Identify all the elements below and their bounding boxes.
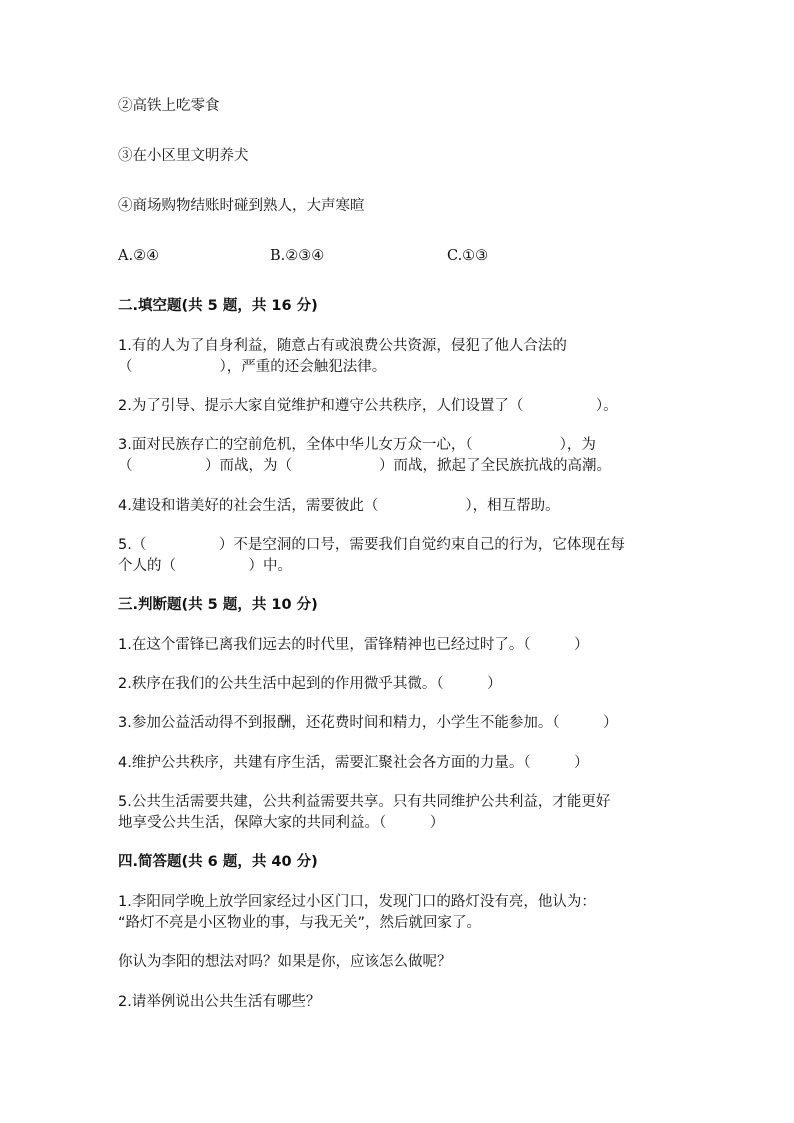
section-fill-blank-title: 二.填空题(共 5 题，共 16 分) (118, 298, 318, 314)
choice-b: B.②③④ (270, 248, 325, 264)
option-item-4: ④商场购物结账时碰到熟人，大声寒暄 (118, 198, 365, 214)
fill-blank-q3-line1: 3.面对民族存亡的空前危机，全体中华儿女万众一心，（ ），为 (118, 437, 596, 453)
fill-blank-q4: 4.建设和谐美好的社会生活，需要彼此（ ），相互帮助。 (118, 498, 560, 514)
section-short-answer-title: 四.简答题(共 6 题，共 40 分) (118, 854, 318, 870)
true-false-q5-line1: 5.公共生活需要共建，公共利益需要共享。只有共同维护公共利益，才能更好 (118, 794, 611, 810)
option-item-2: ②高铁上吃零食 (118, 98, 220, 114)
true-false-q2: 2.秩序在我们的公共生活中起到的作用微乎其微。（ ） (118, 676, 502, 692)
short-answer-q1-line2: “路灯不亮是小区物业的事，与我无关”，然后就回家了。 (118, 915, 482, 931)
short-answer-q1-line1: 1.李阳同学晚上放学回家经过小区门口，发现门口的路灯没有亮，他认为： (118, 894, 596, 910)
option-item-3: ③在小区里文明养犬 (118, 148, 249, 164)
true-false-q5-line2: 地享受公共生活，保障大家的共同利益。（ ） (118, 815, 445, 831)
short-answer-q1-question: 你认为李阳的想法对吗？如果是你，应该怎么做呢？ (118, 954, 452, 970)
fill-blank-q5-line2: 个人的（ ）中。 (118, 558, 292, 574)
fill-blank-q5-line1: 5.（ ）不是空洞的口号，需要我们自觉约束自己的行为，它体现在每 (118, 537, 625, 553)
choice-a: A.②④ (118, 248, 160, 264)
fill-blank-q2: 2.为了引导、提示大家自觉维护和遵守公共秩序，人们设置了（ ）。 (118, 398, 618, 414)
short-answer-q2: 2.请举例说出公共生活有哪些？ (118, 994, 321, 1010)
fill-blank-q1-line2: （ ），严重的还会触犯法律。 (118, 359, 387, 375)
true-false-q4: 4.维护公共秩序，共建有序生活，需要汇聚社会各方面的力量。（ ） (118, 755, 589, 771)
choice-c: C.①③ (447, 248, 489, 264)
true-false-q3: 3.参加公益活动得不到报酬，还花费时间和精力，小学生不能参加。（ ） (118, 715, 618, 731)
true-false-q1: 1.在这个雷锋已离我们远去的时代里，雷锋精神也已经过时了。（ ） (118, 637, 589, 653)
fill-blank-q3-line2: （ ）而战，为（ ）而战，掀起了全民族抗战的高潮。 (118, 458, 611, 474)
fill-blank-q1-line1: 1.有的人为了自身利益，随意占有或浪费公共资源，侵犯了他人合法的 (118, 338, 567, 354)
section-true-false-title: 三.判断题(共 5 题，共 10 分) (118, 597, 318, 613)
